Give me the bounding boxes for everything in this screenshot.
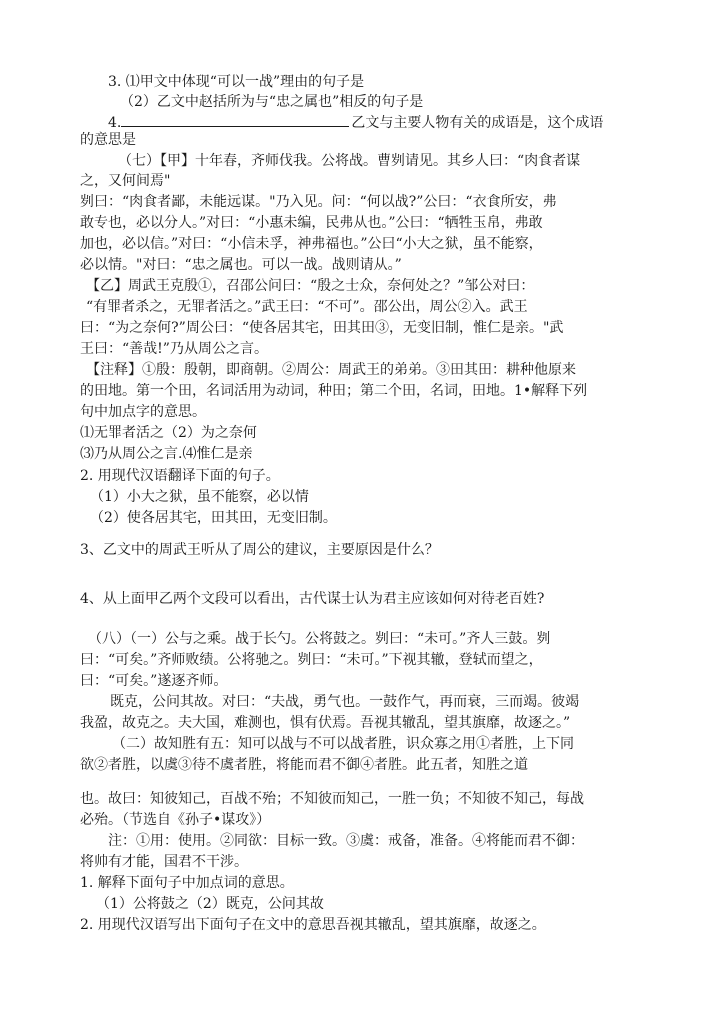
question-prompt: 1. 解释下面句子中加点词的意思。 (80, 875, 294, 891)
question-3-line-1: 3. ⑴甲文中体现“可以一战”理由的句子是 (108, 74, 365, 90)
annotation-line: 【注释】①殷：殷朝，即商朝。②周公：周武王的弟弟。③田其田：耕种他原来 (86, 362, 576, 378)
question-item: （1）小大之狱，虽不能察，必以情 (90, 489, 309, 505)
question-item: （2）使各居其宅，田其田，无变旧制。 (90, 510, 337, 526)
passage-7-yi-line: 王曰：“善哉!”乃从周公之言。 (80, 341, 268, 357)
question-prompt: 2. 用现代汉语写出下面句子在文中的意思吾视其辙乱，望其旗靡，故逐之。 (80, 917, 546, 933)
passage-8-line: 我盈，故克之。夫大国，难测也，惧有伏焉。吾视其辙乱，望其旗靡，故逐之。” (80, 715, 571, 731)
passage-8-line: （八）（一）公与之乘。战于长勺。公将鼓之。刿曰：“未可。”齐人三鼓。刿 (88, 631, 551, 647)
answer-blank[interactable] (121, 112, 349, 127)
question-4-continuation: 的意思是 (80, 132, 136, 148)
question-prompt: 3、乙文中的周武王听从了周公的建议，主要原因是什么？ (80, 542, 439, 558)
passage-7-yi-line: 曰：“为之奈何?”周公曰：“使各居其宅，田其田③，无变旧制，惟仁是亲。"武 (80, 320, 564, 336)
passage-8-line: 曰：“可矣。”遂逐齐师。 (80, 673, 228, 689)
passage-8-line: 曰：“可矣。”齐师败绩。公将驰之。刿曰：“未可。”下视其辙，登轼而望之， (80, 652, 543, 668)
passage-8-line: （二）故知胜有五：知可以战与不可以战者胜，识众寡之用①者胜，上下同 (112, 736, 574, 752)
question-item: ⑶乃从周公之言.⑷惟仁是亲 (80, 446, 253, 462)
annotation-line: 的田地。第一个田，名词活用为动词，种田；第二个田，名词，田地。1•解释下列 (80, 383, 588, 399)
question-item: ⑴无罪者活之（2）为之奈何 (80, 425, 257, 441)
passage-8-line: 欲②者胜，以虞③待不虞者胜，将能而君不御④者胜。此五者，知胜之道 (80, 757, 528, 773)
passage-7-yi-line: 【乙】周武王克殷①，召邵公问曰：“殷之士众，奈何处之？”邹公对曰： (86, 278, 535, 294)
question-prompt: 句中加点字的意思。 (80, 404, 206, 420)
question-4-line (108, 112, 603, 133)
passage-7-yi-line: “有罪者杀之，无罪者活之。”武王曰：“不可”。邵公出，周公②入。武王 (86, 299, 528, 315)
question-3-line-2: （2）乙文中赵括所为与“忠之属也”相反的句子是 (120, 94, 424, 110)
question-prompt: 2. 用现代汉语翻译下面的句子。 (80, 468, 280, 484)
passage-7-jia-line: 刿曰：“肉食者鄙，未能远谋。"乃入见。问：“何以战?”公曰：“衣食所安，弗 (80, 194, 557, 210)
question-4-text: 乙文与主要人物有关的成语是，这个成语 (351, 115, 604, 131)
passage-7-jia-line: 必以情。"对曰：“忠之属也。可以一战。战则请从。” (80, 257, 402, 273)
passage-8-line: 也。故曰：知彼知己，百战不殆；不知彼而知己，一胜一负；不知彼不知己，每战 (80, 791, 584, 807)
passage-7-jia-line: 敢专也，必以分人。”对曰：“小惠未编，民弗从也。”公曰：“牺牲玉帛，弗敢 (80, 215, 543, 231)
question-prompt: 4、从上面甲乙两个文段可以看出，古代谋士认为君主应该如何对待老百姓? (80, 591, 545, 607)
passage-8-line: 既克，公问其故。对曰：“夫战，勇气也。一鼓作气，再而衰，三而竭。彼竭 (110, 694, 580, 710)
passage-7-jia-line: 加也，必以信。”对曰：“小信未孚，神弗福也。”公曰“小大之狱，虽不能察， (80, 236, 543, 252)
question-4-number: 4. (108, 115, 122, 131)
note-line: 将帅有才能，国君不干涉。 (80, 854, 248, 870)
passage-7-jia-line: （七）【甲】十年春，齐师伐我。公将战。曹刿请见。其乡人曰：“肉食者谋 (118, 153, 581, 169)
question-item: （1）公将鼓之（2）既克，公问其故 (96, 896, 324, 912)
passage-8-line: 必殆。（节选自《孙子•谋攻》） (80, 812, 271, 828)
note-line: 注：①用：使用。②同欲：目标一致。③虞：戒备，准备。④将能而君不御： (108, 833, 584, 849)
passage-7-jia-line: 之，又何间焉" (80, 173, 171, 189)
